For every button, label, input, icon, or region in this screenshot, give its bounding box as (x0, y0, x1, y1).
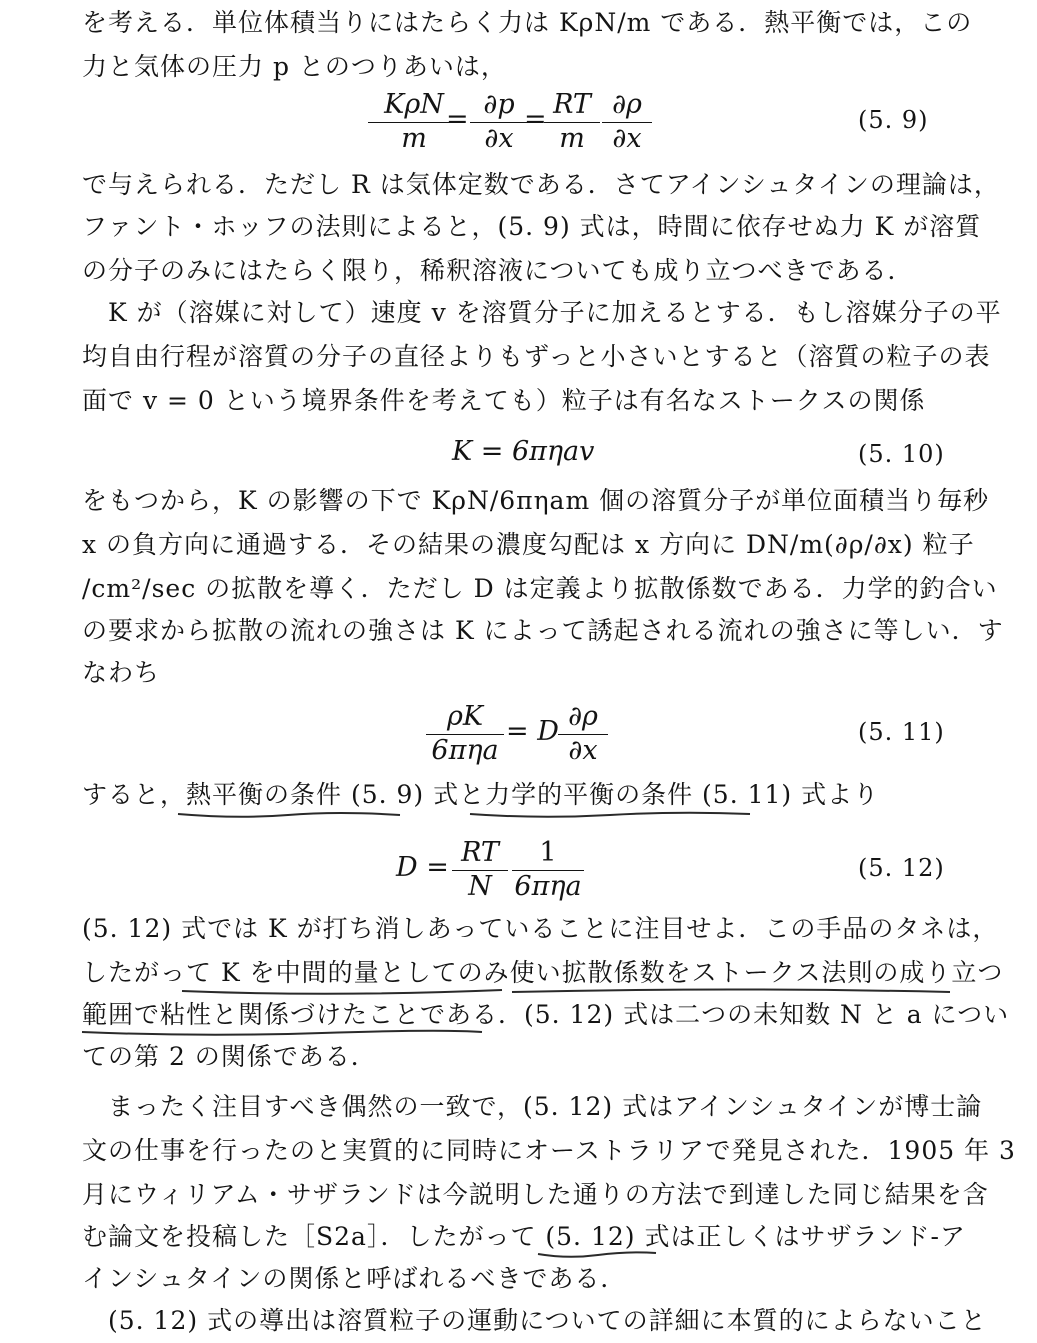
text-line: を考える．単位体積当りにはたらく力は KρN/m である．熱平衡では，この (82, 8, 973, 37)
fraction: $\frac{\partial\rho}{\partial x}$ (558, 700, 608, 767)
text-line: をもつから，K の影響の下で KρN/6πηam 個の溶質分子が単位面積当り毎秒 (82, 486, 990, 515)
fraction: ρK 6πηa (426, 700, 504, 767)
text-line: まったく注目すべき偶然の一致で，(5. 12) 式はアインシュタインが博士論 (108, 1092, 983, 1121)
equals-sign: = (524, 104, 547, 135)
fraction: $\frac{\partial\rho}{\partial x}$ (602, 88, 652, 155)
text-line: 力と気体の圧力 p とのつりあいは， (82, 52, 507, 81)
text-line: む論文を投稿した［S2a］．したがって (5. 12) 式は正しくはサザランド-ア (82, 1222, 966, 1251)
text-line: すると，熱平衡の条件 (5. 9) 式と力学的平衡の条件 (5. 11) 式より (82, 780, 880, 809)
handwritten-underline (538, 1250, 656, 1258)
text-line: ての第 2 の関係である． (82, 1042, 377, 1071)
text-line: x の負方向に通過する．その結果の濃度勾配は x 方向に DN/m(∂ρ/∂x) 粒子 (82, 530, 975, 559)
text-line: の分子のみにはたらく限り，稀釈溶液についても成り立つべきである． (82, 256, 914, 285)
text-line: で与えられる．ただし R は気体定数である．さてアインシュタインの理論は， (82, 170, 1000, 199)
equation-5-10: K = 6πηav (452, 436, 595, 467)
text-line: 面で v = 0 という境界条件を考えても）粒子は有名なストークスの関係 (82, 386, 926, 415)
equals-sign: = (446, 104, 469, 135)
handwritten-underline (82, 986, 950, 994)
text-line: ファント・ホッフの法則によると，(5. 9) 式は，時間に依存せぬ力 K が溶質 (82, 212, 982, 241)
text-line: /cm²/sec の拡散を導く．ただし D は定義より拡散係数である．力学的釣合い (82, 574, 998, 603)
fraction: $\frac{RT}{N}$ (452, 836, 508, 903)
handwritten-underline (178, 810, 400, 818)
fraction: $\frac{\partial p}{\partial x}$ (470, 88, 528, 155)
text-line: の要求から拡散の流れの強さは K によって誘起される流れの強さに等しい．す (82, 616, 1004, 645)
text-line: なわち (82, 658, 161, 687)
text-line: 月にウィリアム・サザランドは今説明した通りの方法で到達した同じ結果を含 (82, 1180, 989, 1209)
equation-number: (5. 11) (858, 718, 945, 746)
text-line: 文の仕事を行ったのと実質的に同時にオーストラリアで発見された．1905 年 3 (82, 1136, 1016, 1165)
fraction: 1 6πηa (512, 836, 584, 903)
text-line: 均自由行程が溶質の分子の直径よりもずっと小さいとすると（溶質の粒子の表 (82, 342, 991, 371)
text-line: (5. 12) 式では K が打ち消しあっていることに注目せよ．この手品のタネは， (82, 914, 999, 943)
text-line: 範囲で粘性と関係づけたことである．(5. 12) 式は二つの未知数 N と a につい (82, 1000, 1010, 1029)
equation-number: (5. 10) (858, 440, 945, 468)
fraction: $\frac{RT}{m}$ (544, 88, 600, 155)
text-line: K が（溶媒に対して）速度 v を溶質分子に加えるとする．もし溶媒分子の平 (108, 298, 1002, 327)
handwritten-underline (82, 1028, 482, 1036)
fraction: KρN m (368, 88, 460, 155)
D-equals: D = (396, 852, 449, 883)
text-line: インシュタインの関係と呼ばれるべきである． (82, 1264, 627, 1293)
equation-number: (5. 12) (858, 854, 945, 882)
equals-D: = D (506, 716, 559, 747)
text-line: したがって K を中間的量としてのみ使い拡散係数をストークス法則の成り立つ (82, 958, 1004, 987)
equation-number: (5. 9) (858, 106, 929, 134)
text-line: (5. 12) 式の導出は溶質粒子の運動についての詳細に本質的によらないこと (108, 1306, 987, 1335)
handwritten-underline (470, 810, 750, 818)
